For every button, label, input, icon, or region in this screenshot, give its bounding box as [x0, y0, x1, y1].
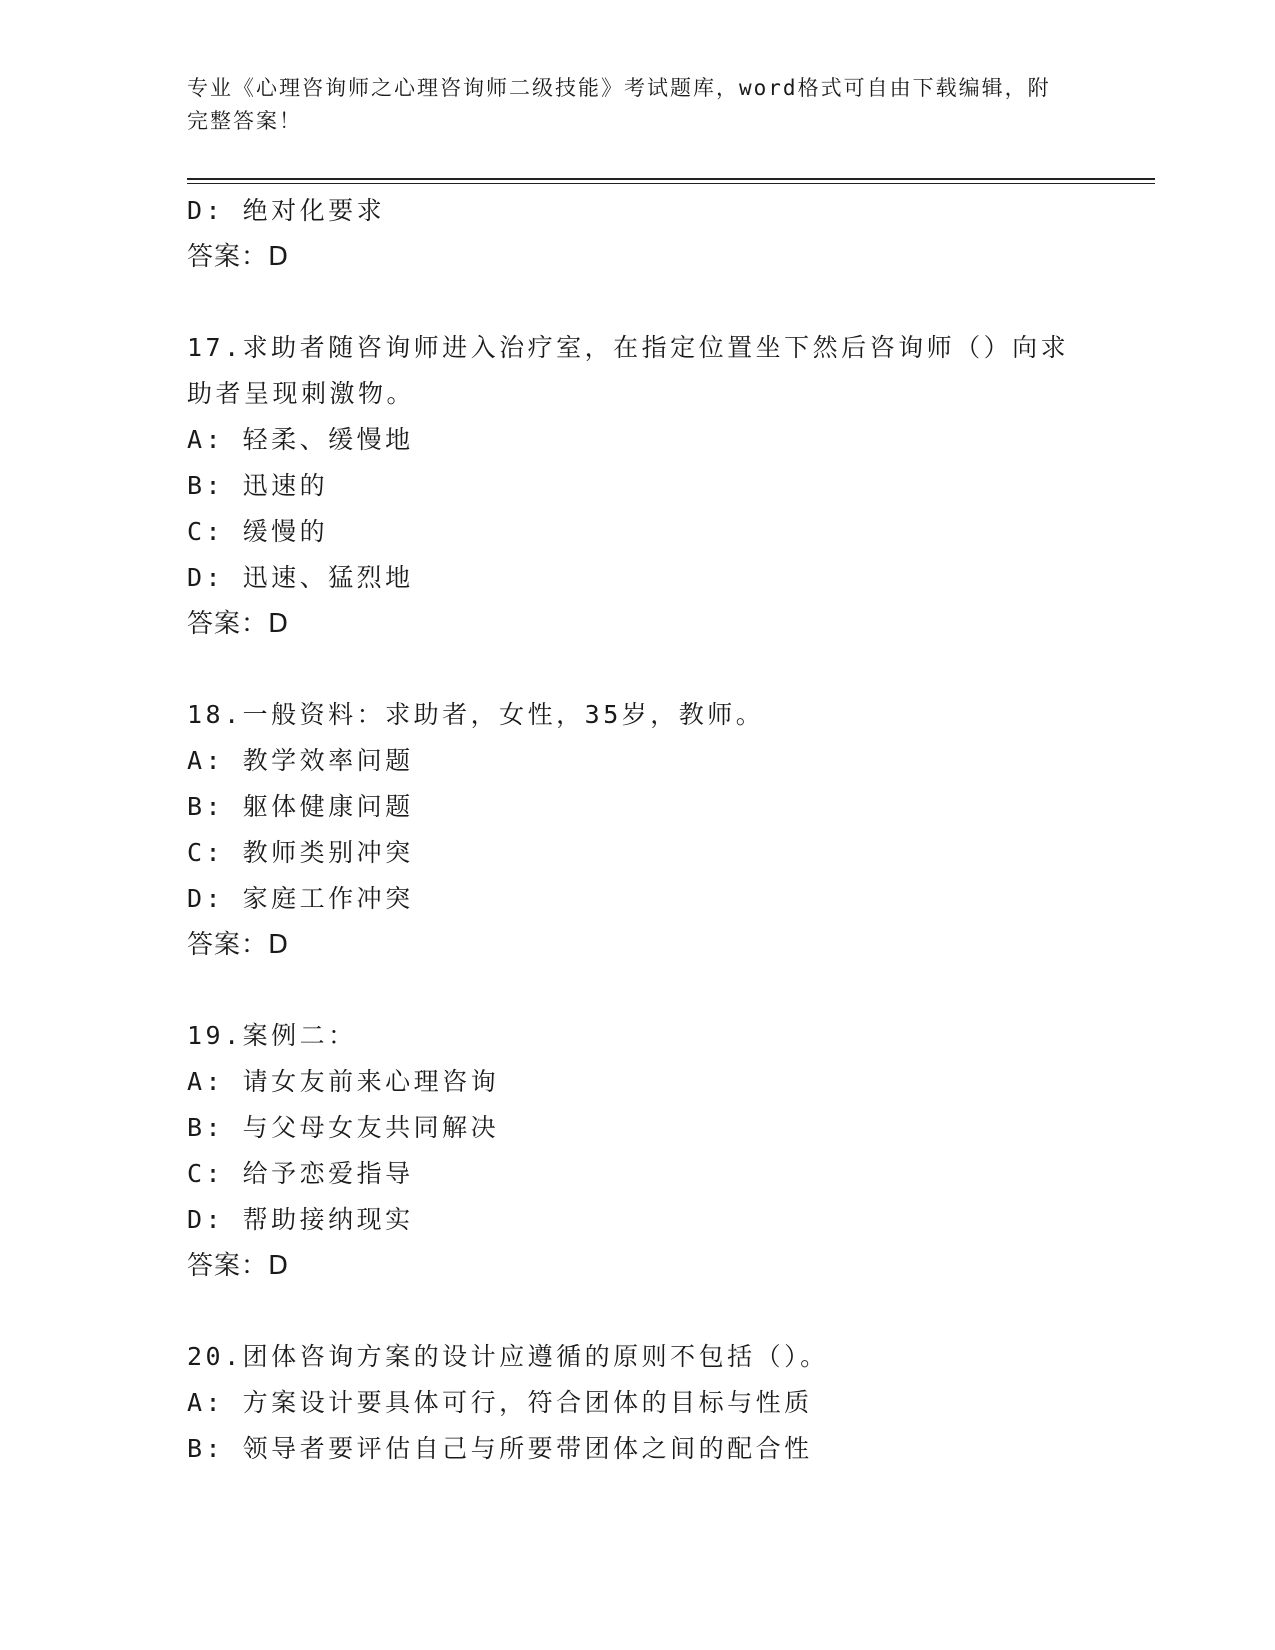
question-17 [187, 325, 1117, 647]
question-18 [187, 692, 1117, 968]
document-header [187, 72, 1067, 138]
header-divider-thin [187, 183, 1155, 184]
question-19 [187, 1013, 1117, 1289]
option-d: D: 家庭工作冲突 [187, 884, 414, 913]
option-d: D: 迅速、猛烈地 [187, 563, 414, 592]
option-b: B: 领导者要评估自己与所要带团体之间的配合性 [187, 1434, 813, 1463]
option-b: B: 与父母女友共同解决 [187, 1113, 500, 1142]
option-d: D: 绝对化要求 [187, 196, 386, 225]
spacer [187, 647, 1117, 692]
option-d: D: 帮助接纳现实 [187, 1205, 414, 1234]
option-a: A: 教学效率问题 [187, 746, 414, 775]
question-16-tail [187, 188, 1117, 280]
answer-line: 答案：D [187, 242, 290, 272]
question-stem: 20.团体咨询方案的设计应遵循的原则不包括（）。 [187, 1342, 829, 1371]
question-stem: 19.案例二： [187, 1021, 357, 1050]
spacer [187, 968, 1117, 1013]
question-stem: 18.一般资料：求助者，女性，35岁，教师。 [187, 700, 765, 729]
answer-line: 答案：D [187, 930, 290, 960]
header-divider-thick [187, 178, 1155, 180]
question-20 [187, 1334, 1117, 1472]
answer-line: 答案：D [187, 1251, 290, 1281]
option-a: A: 方案设计要具体可行，符合团体的目标与性质 [187, 1388, 813, 1417]
question-stem: 17.求助者随咨询师进入治疗室，在指定位置坐下然后咨询师（）向求 [187, 333, 1070, 362]
question-list [187, 188, 1117, 1472]
answer-line: 答案：D [187, 609, 290, 639]
option-c: C: 缓慢的 [187, 517, 329, 546]
option-a: A: 轻柔、缓慢地 [187, 425, 414, 454]
spacer [187, 1289, 1117, 1334]
option-c: C: 给予恋爱指导 [187, 1159, 414, 1188]
option-a: A: 请女友前来心理咨询 [187, 1067, 500, 1096]
header-text: 专业《心理咨询师之心理咨询师二级技能》考试题库，word格式可自由下载编辑，附完整答案！ [187, 76, 1051, 133]
option-c: C: 教师类别冲突 [187, 838, 414, 867]
option-b: B: 迅速的 [187, 471, 329, 500]
question-stem-continued: 助者呈现刺激物。 [187, 379, 416, 408]
option-b: B: 躯体健康问题 [187, 792, 414, 821]
spacer [187, 280, 1117, 325]
